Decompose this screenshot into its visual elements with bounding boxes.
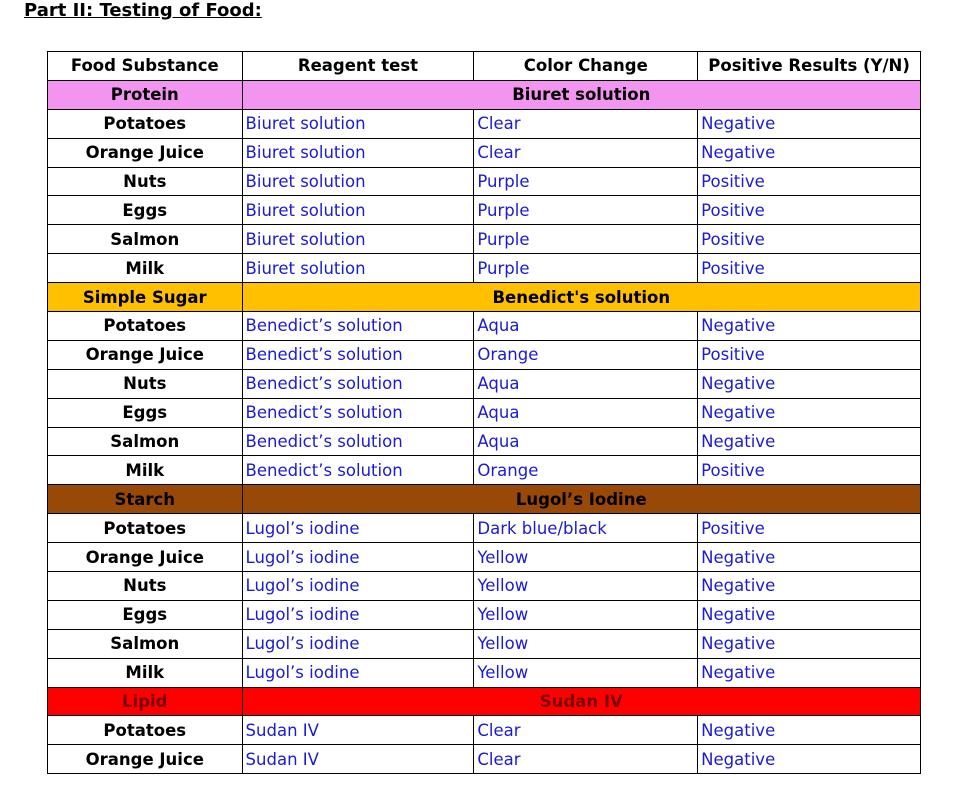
- color-change-cell: Clear: [474, 745, 698, 774]
- table-row: [48, 312, 921, 341]
- reagent-cell: Benedict’s solution: [242, 369, 474, 398]
- color-change-cell: Yellow: [474, 600, 698, 629]
- table-row: [48, 138, 921, 167]
- result-cell: Negative: [698, 427, 921, 456]
- result-cell: Negative: [698, 629, 921, 658]
- result-cell: Positive: [698, 456, 921, 485]
- category-reagent: Sudan IV: [242, 687, 920, 716]
- result-cell: Positive: [698, 254, 921, 283]
- table-row: [48, 109, 921, 138]
- reagent-cell: Lugol’s iodine: [242, 543, 474, 572]
- color-change-cell: Orange: [474, 456, 698, 485]
- color-change-cell: Aqua: [474, 312, 698, 341]
- result-cell: Negative: [698, 716, 921, 745]
- reagent-cell: Lugol’s iodine: [242, 514, 474, 543]
- reagent-cell: Biuret solution: [242, 167, 474, 196]
- reagent-cell: Benedict’s solution: [242, 456, 474, 485]
- category-row: [48, 687, 921, 716]
- food-name: Milk: [48, 254, 243, 283]
- category-reagent: Lugol’s Iodine: [242, 485, 920, 514]
- result-cell: Positive: [698, 340, 921, 369]
- header-color-change: Color Change: [474, 52, 698, 81]
- food-name: Potatoes: [48, 716, 243, 745]
- category-label: Protein: [48, 80, 243, 109]
- food-name: Potatoes: [48, 312, 243, 341]
- result-cell: Negative: [698, 312, 921, 341]
- reagent-cell: Biuret solution: [242, 225, 474, 254]
- result-cell: Positive: [698, 514, 921, 543]
- result-cell: Positive: [698, 167, 921, 196]
- reagent-cell: Sudan IV: [242, 716, 474, 745]
- color-change-cell: Dark blue/black: [474, 514, 698, 543]
- header-reagent-test: Reagent test: [242, 52, 474, 81]
- color-change-cell: Aqua: [474, 398, 698, 427]
- result-cell: Negative: [698, 369, 921, 398]
- reagent-cell: Lugol’s iodine: [242, 658, 474, 687]
- food-name: Nuts: [48, 572, 243, 601]
- reagent-cell: Benedict’s solution: [242, 340, 474, 369]
- table-row: [48, 340, 921, 369]
- color-change-cell: Clear: [474, 109, 698, 138]
- color-change-cell: Purple: [474, 254, 698, 283]
- table-row: [48, 600, 921, 629]
- category-label: Starch: [48, 485, 243, 514]
- page-title: Part II: Testing of Food:: [24, 0, 262, 21]
- result-cell: Negative: [698, 658, 921, 687]
- color-change-cell: Clear: [474, 716, 698, 745]
- result-cell: Negative: [698, 600, 921, 629]
- category-row: [48, 283, 921, 312]
- result-cell: Positive: [698, 196, 921, 225]
- table-row: [48, 543, 921, 572]
- table-row: [48, 658, 921, 687]
- category-reagent: Biuret solution: [242, 80, 920, 109]
- reagent-cell: Lugol’s iodine: [242, 572, 474, 601]
- food-testing-table: [47, 51, 921, 774]
- color-change-cell: Yellow: [474, 543, 698, 572]
- color-change-cell: Purple: [474, 225, 698, 254]
- reagent-cell: Biuret solution: [242, 138, 474, 167]
- food-name: Eggs: [48, 398, 243, 427]
- result-cell: Negative: [698, 745, 921, 774]
- result-cell: Negative: [698, 109, 921, 138]
- table-row: [48, 572, 921, 601]
- color-change-cell: Aqua: [474, 369, 698, 398]
- food-name: Orange Juice: [48, 340, 243, 369]
- food-name: Nuts: [48, 167, 243, 196]
- food-name: Nuts: [48, 369, 243, 398]
- food-name: Orange Juice: [48, 745, 243, 774]
- food-name: Eggs: [48, 196, 243, 225]
- reagent-cell: Lugol’s iodine: [242, 600, 474, 629]
- table-row: [48, 629, 921, 658]
- table-header-row: [48, 52, 921, 81]
- category-label: Lipid: [48, 687, 243, 716]
- food-name: Salmon: [48, 427, 243, 456]
- color-change-cell: Yellow: [474, 629, 698, 658]
- category-label: Simple Sugar: [48, 283, 243, 312]
- header-food-substance: Food Substance: [48, 52, 243, 81]
- reagent-cell: Benedict’s solution: [242, 398, 474, 427]
- result-cell: Negative: [698, 543, 921, 572]
- reagent-cell: Benedict’s solution: [242, 312, 474, 341]
- table-row: [48, 167, 921, 196]
- food-name: Eggs: [48, 600, 243, 629]
- reagent-cell: Biuret solution: [242, 254, 474, 283]
- table-row: [48, 427, 921, 456]
- color-change-cell: Clear: [474, 138, 698, 167]
- reagent-cell: Lugol’s iodine: [242, 629, 474, 658]
- table-row: [48, 716, 921, 745]
- reagent-cell: Biuret solution: [242, 109, 474, 138]
- table-row: [48, 225, 921, 254]
- reagent-cell: Benedict’s solution: [242, 427, 474, 456]
- color-change-cell: Aqua: [474, 427, 698, 456]
- table-row: [48, 514, 921, 543]
- category-row: [48, 485, 921, 514]
- color-change-cell: Orange: [474, 340, 698, 369]
- food-name: Orange Juice: [48, 138, 243, 167]
- table-body: [48, 80, 921, 773]
- food-name: Potatoes: [48, 514, 243, 543]
- reagent-cell: Sudan IV: [242, 745, 474, 774]
- category-row: [48, 80, 921, 109]
- food-name: Milk: [48, 658, 243, 687]
- color-change-cell: Yellow: [474, 658, 698, 687]
- result-cell: Negative: [698, 398, 921, 427]
- table-row: [48, 745, 921, 774]
- food-name: Salmon: [48, 225, 243, 254]
- food-name: Salmon: [48, 629, 243, 658]
- category-reagent: Benedict's solution: [242, 283, 920, 312]
- table-row: [48, 369, 921, 398]
- table-row: [48, 456, 921, 485]
- color-change-cell: Purple: [474, 196, 698, 225]
- result-cell: Negative: [698, 572, 921, 601]
- table-row: [48, 196, 921, 225]
- food-name: Orange Juice: [48, 543, 243, 572]
- table-row: [48, 254, 921, 283]
- result-cell: Negative: [698, 138, 921, 167]
- result-cell: Positive: [698, 225, 921, 254]
- table-row: [48, 398, 921, 427]
- food-name: Potatoes: [48, 109, 243, 138]
- food-name: Milk: [48, 456, 243, 485]
- color-change-cell: Purple: [474, 167, 698, 196]
- header-positive-results: Positive Results (Y/N): [698, 52, 921, 81]
- color-change-cell: Yellow: [474, 572, 698, 601]
- reagent-cell: Biuret solution: [242, 196, 474, 225]
